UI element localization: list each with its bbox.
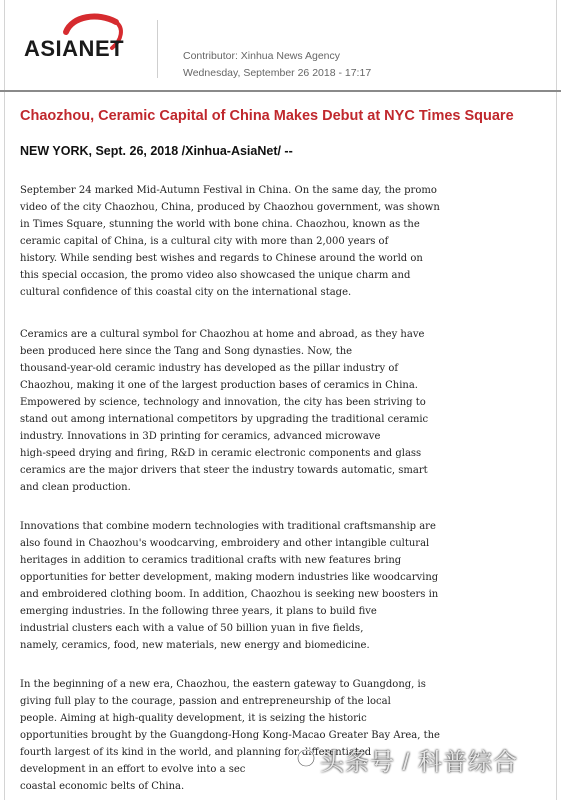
header-rule — [0, 90, 561, 92]
logo-text: ASIANET — [24, 36, 125, 61]
watermark-text: 头条号 / 科普综合 — [320, 749, 519, 776]
article-title: Chaozhou, Ceramic Capital of China Makes Debut at NYC Times Square — [20, 108, 514, 124]
paragraph-4: In the beginning of a new era, Chaozhou, the eastern gateway to Guangdong, is giving full play to the courage, passion and entrepreneurship of the local people. Aiming at high-quality development, it is seizing the historic opportunities brought by the Guangdong-Hong Kong-Macao Greater Bay Area, the fourth largest of its kind in the world, and planning for differentiated development in an effort to evolve into a sec coastal economic belts of China. — [20, 679, 440, 792]
asianet-logo — [20, 10, 140, 72]
header-divider — [157, 20, 158, 78]
header — [0, 0, 561, 92]
paragraph-2: Ceramics are a cultural symbol for Chaozhou at home and abroad, as they have been produced here since the Tang and Song dynasties. Now, the thousand-year-old ceramic industry has developed as the pillar industry of Chaozhou, making it one of the largest production bases of ceramics in China. Empowered by science, technology and innovation, the city has been striving to stand out among international competitors by upgrading the traditional ceramic industry. Innovations in 3D printing for ceramics, advanced microwave high-speed drying and firing, R&D in ceramic electronic components and glass ceramics are the major drivers that steer the industry towards automatic, smart and clean production. — [20, 329, 429, 493]
article-dateline: NEW YORK, Sept. 26, 2018 /Xinhua-AsiaNet/ -- — [20, 144, 293, 158]
watermark-logo-icon — [296, 748, 316, 768]
article-meta — [183, 48, 371, 82]
contributor-text: Contributor: Xinhua News Agency — [183, 50, 341, 62]
paragraph-1: September 24 marked Mid-Autumn Festival in China. On the same day, the promo video of the city Chaozhou, China, produced by Chaozhou government, was shown in Times Square, stunning the world with bone china. Chaozhou, known as the ceramic capital of China, is a cultural city with more than 2,000 years of history. While sending best wishes and regards to Chinese around the world on this special occasion, the promo video also showcased the unique charm and cultural confidence of this coastal city on the international stage. — [20, 185, 440, 298]
publish-date: Wednesday, September 26 2018 - 17:17 — [183, 67, 372, 79]
paragraph-3: Innovations that combine modern technologies with traditional craftsmanship are also found in Chaozhou's woodcarving, embroidery and other intangible cultural heritages in addition to ceramics traditional crafts with new features bring opportunities for better development, making modern industries like woodcarving and embroidered clothing boom. In addition, Chaozhou is seeking new boosters in emerging industries. In the following three years, it plans to build five industrial clusters each with a value of 50 billion yuan in five fields, namely, ceramics, food, new materials, new energy and biomedicine. — [20, 521, 439, 651]
